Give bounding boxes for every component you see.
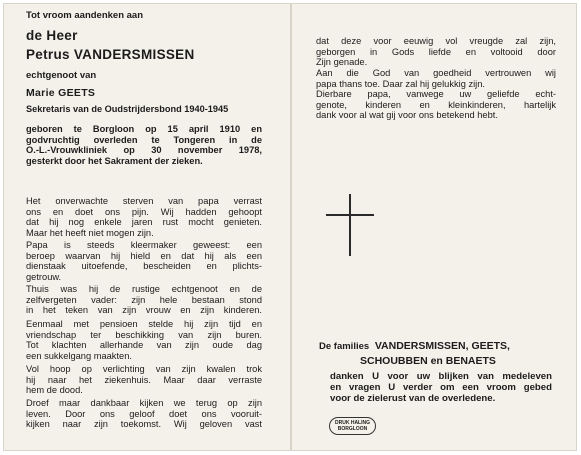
spouse-name: Marie GEETS (26, 87, 96, 99)
text-line: Vol hoop op verlichting van zijn kwalen trok (26, 364, 262, 374)
text-line: papa thans toe. Daar zal hij gelukkig zijn. (316, 78, 485, 89)
text-line: getrouw. (26, 271, 62, 282)
family-names: VANDERSMISSEN, GEETS, (374, 340, 510, 352)
right-paragraph-2 (316, 68, 556, 89)
text-line: danken U voor uw blijken van medeleven (330, 371, 552, 382)
families-line-2: SCHOUBBEN en BENAETS (360, 355, 496, 367)
text-line: Tot klachten allerhande van zijn oude dag (26, 340, 262, 351)
stamp-line: DRUK HALING (335, 420, 370, 426)
paragraph-5 (26, 364, 262, 396)
thanks-block (330, 371, 552, 404)
paragraph-4 (26, 319, 262, 361)
text-line: Aan die God van goedheid vertrouwen wij (316, 68, 556, 78)
families-line-1 (319, 340, 510, 352)
text-line: een sukkelgang maakten. (26, 350, 132, 361)
card-fold (290, 4, 292, 450)
text-line: Maar het heeft niet mogen zijn. (26, 227, 154, 238)
title-text: de Heer (26, 28, 78, 43)
birth-line: godvruchtig overleden te Tongeren in de (26, 134, 262, 145)
deceased-name: Petrus VANDERSMISSEN (26, 47, 195, 62)
birth-line: gesterkt door het Sakrament der zieken. (26, 155, 203, 166)
text-line: Dierbare papa, vanwege uw geliefde echt- (316, 89, 556, 99)
text-line: dienstaak uitoefende, bescheiden en plichts- (26, 261, 262, 272)
text-line: zelfvergeten vader: zijn hele bestaan stond (26, 294, 262, 305)
paragraph-3 (26, 284, 262, 316)
right-paragraph-3 (316, 89, 556, 121)
text-line: hij naar het ziekenhuis. Maar daar verraste (26, 374, 262, 385)
text-line: dat deze voor eeuwig vol vreugde zal zijn, (316, 36, 556, 46)
text-line: leven. Door ons geloof doet ons vooruit- (26, 408, 262, 419)
text-line: dank voor al wat gij voor ons betekend hebt. (316, 110, 498, 121)
text-line: dat hij nog enkele jaren rust mocht genieten. (26, 217, 262, 228)
text-line: geborgen in Gods liefde en voltooid door (316, 46, 556, 57)
paragraph-6 (26, 398, 262, 430)
right-paragraph-1 (316, 36, 556, 68)
birth-line: geboren te Borgloon op 15 april 1910 en (26, 124, 262, 134)
text-line: Droef maar dankbaar kijken we terug op zijn (26, 398, 262, 408)
cross-icon-bar (326, 214, 374, 216)
intro-text: Tot vroom aandenken aan (26, 10, 144, 21)
text-line: vriendschap ter beschikking van zijn buren. (26, 329, 262, 340)
text-line: Het onverwachte sterven van papa verrast (26, 196, 262, 206)
paragraph-1 (26, 196, 262, 238)
text-line: hem de dood. (26, 385, 83, 396)
text-line: Papa is steeds kleermaker geweest: een (26, 240, 262, 250)
printer-stamp (329, 417, 376, 435)
birth-line: O.-L.-Vrouwkliniek op 30 november 1978, (26, 145, 262, 156)
text-line: beroep waarvan hij hield en dat hij als een (26, 250, 262, 261)
function-text: Sekretaris van de Oudstrijdersbond 1940-1945 (26, 104, 229, 114)
paragraph-2 (26, 240, 262, 282)
families-intro: De families (319, 341, 370, 352)
text-line: Eenmaal met pensioen stelde hij zijn tijd en (26, 319, 262, 329)
cross-icon (349, 194, 351, 256)
birth-death-block (26, 124, 262, 166)
text-line: Zijn genade. (316, 57, 368, 68)
spouse-label: echtgenoot van (26, 70, 97, 81)
stamp-line: BORGLOON (337, 426, 368, 432)
text-line: in het teken van zijn vrouw en zijn kinderen. (26, 305, 262, 316)
text-line: voor de zielerust van de overledene. (330, 393, 496, 404)
text-line: en vragen U verder om een vroom gebed (330, 382, 552, 393)
text-line: genote, kinderen en kleinkinderen, hartelijk (316, 99, 556, 110)
text-line: ons en doet ons pijn. Wij hadden gehoopt (26, 206, 262, 217)
text-line: Thuis was hij de rustige echtgenoot en de (26, 284, 262, 294)
text-line: kijken naar zijn toekomst. Wij geloven vast (26, 419, 262, 430)
